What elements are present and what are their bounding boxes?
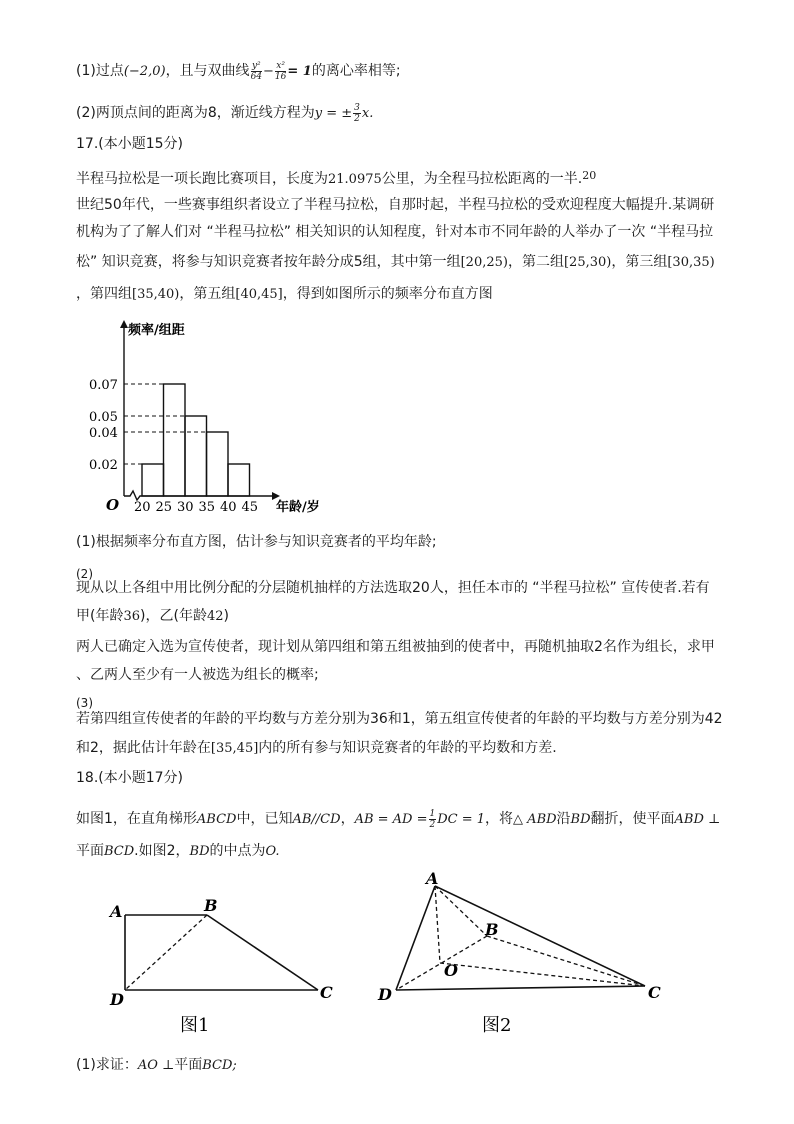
q17-part1: (1)根据频率分布直方图，估计参与知识竞赛者的平均年龄; <box>76 534 437 550</box>
q18-line2: 平面BCD.如图2，BD的中点为O. <box>76 843 280 859</box>
label-o: O <box>444 961 458 980</box>
label-a: A <box>426 869 439 888</box>
y-axis-label: 频率/组距 <box>128 323 185 338</box>
label-b: B <box>204 896 218 915</box>
q17-line1: 半程马拉松是一项长跑比赛项目，长度为21.0975公里，为全程马拉松距离的一半.$^{20}$ <box>76 169 597 187</box>
label-a: A <box>110 902 123 921</box>
q17-line4: 松” 知识竞赛，将参与知识竞赛者按年龄分成5组，其中第一组[20,25)，第二组[25,30)，第三组[30,35) <box>76 254 715 270</box>
q17-part2-line2: 甲(年龄36)，乙(年龄42) <box>76 608 229 624</box>
y-tick-label: 0.07 <box>89 378 118 393</box>
histogram-bar <box>164 384 186 496</box>
y-tick-label: 0.05 <box>89 410 118 425</box>
edge-bc <box>207 915 318 990</box>
edge-ac <box>435 886 645 986</box>
q17-line2: 世纪50年代，一些赛事组织者设立了半程马拉松，自那时起，半程马拉松的受欢迎程度大幅提升.某调研 <box>76 197 715 213</box>
segment-oc <box>440 963 645 986</box>
edge-ab <box>435 886 487 936</box>
origin-label: O <box>106 496 120 514</box>
histogram-bar <box>185 416 207 496</box>
q18-line1: 如图1，在直角梯形ABCD中，已知AB//CD，AB = AD = $\frac{1}{2}$ DC = 1，将△ ABD沿BD翻折，使平面ABD ⊥ <box>76 808 721 830</box>
q18-header: 18.(本小题17分) <box>76 770 184 786</box>
label-c: C <box>648 983 661 1002</box>
y-tick-label: 0.02 <box>89 458 118 473</box>
edge-bc <box>487 936 645 986</box>
q16-part2: (2)两顶点间的距离为8，渐近线方程为y = ± $\frac{3}{2}$ x. <box>76 102 374 124</box>
fraction-3-2: $\frac{3}{2}$ <box>354 102 360 124</box>
y-tick-label: 0.04 <box>89 426 118 441</box>
x-axis-arrow <box>272 492 280 500</box>
histogram-bar <box>207 432 229 496</box>
y-axis-arrow <box>120 320 128 328</box>
q17-line3: 机构为了了解人们对 “半程马拉松” 相关知识的认知程度，针对本市不同年龄的人举办了一次 “半程马拉 <box>76 224 714 240</box>
q17-header: 17.(本小题15分) <box>76 136 184 152</box>
q17-part2-line4: 、乙两人至少有一人被选为组长的概率; <box>76 667 319 683</box>
q17-part3-line2: 和2，据此估计年龄在[35,45]内的所有参与知识竞赛者的年龄的平均数和方差. <box>76 740 557 756</box>
diagonal-bd <box>125 915 207 990</box>
q17-part3-line1: 若第四组宣传使者的年龄的平均数与方差分别为36和1，第五组宣传使者的年龄的平均数与方差分别为42 <box>76 711 723 727</box>
q17-part3-label: (3) <box>76 696 93 710</box>
frequency-histogram <box>76 318 336 518</box>
x-axis-label: 年龄/岁 <box>276 500 320 515</box>
x-tick-label: 45 <box>241 500 259 515</box>
q17-part2-line1: 现从以上各组中用比例分配的分层随机抽样的方法选取20人，担任本市的 “半程马拉松” 宣传使者.若有 <box>76 580 710 596</box>
x-tick-label: 30 <box>177 500 194 515</box>
part-label: (1) <box>76 63 96 79</box>
figure-1-trapezoid <box>100 895 350 1040</box>
histogram-bar <box>228 464 250 496</box>
figure-1-caption: 图1 <box>180 1015 210 1036</box>
q17-part2-label: (2) <box>76 567 93 581</box>
q16-part1: (1)过点(−2,0)，且与双曲线 $\frac{\text{y²}}{64}$ − $\frac{\text{x²}}{16}$ = 1的离心率相等; <box>76 60 401 82</box>
segment-ao <box>435 886 440 963</box>
edge-dc <box>396 986 645 990</box>
label-d: D <box>378 985 392 1004</box>
fraction-x2-16: $\frac{\text{x²}}{16}$ <box>274 60 287 82</box>
histogram-bar <box>142 464 164 496</box>
x-tick-label: 40 <box>220 500 237 515</box>
label-c: C <box>320 983 333 1002</box>
x-tick-label: 20 <box>134 500 151 515</box>
x-tick-label: 35 <box>198 500 216 515</box>
q18-part1: (1)求证：AO ⊥平面BCD; <box>76 1057 237 1073</box>
q17-part2-line3: 两人已确定入选为宣传使者，现计划从第四组和第五组被抽到的使者中，再随机抽取2名作为组长，求甲 <box>76 639 715 655</box>
fraction-y2-64: $\frac{\text{y²}}{64}$ <box>250 60 263 82</box>
figure-2-folded <box>370 868 690 1040</box>
figure-2-caption: 图2 <box>482 1015 512 1036</box>
label-d: D <box>110 990 124 1009</box>
x-tick-label: 25 <box>155 500 173 515</box>
edge-ad <box>396 886 435 990</box>
q17-line5: ，第四组[35,40)，第五组[40,45]，得到如图所示的频率分布直方图 <box>76 286 493 302</box>
label-b: B <box>485 920 499 939</box>
part-label: (2) <box>76 105 96 121</box>
